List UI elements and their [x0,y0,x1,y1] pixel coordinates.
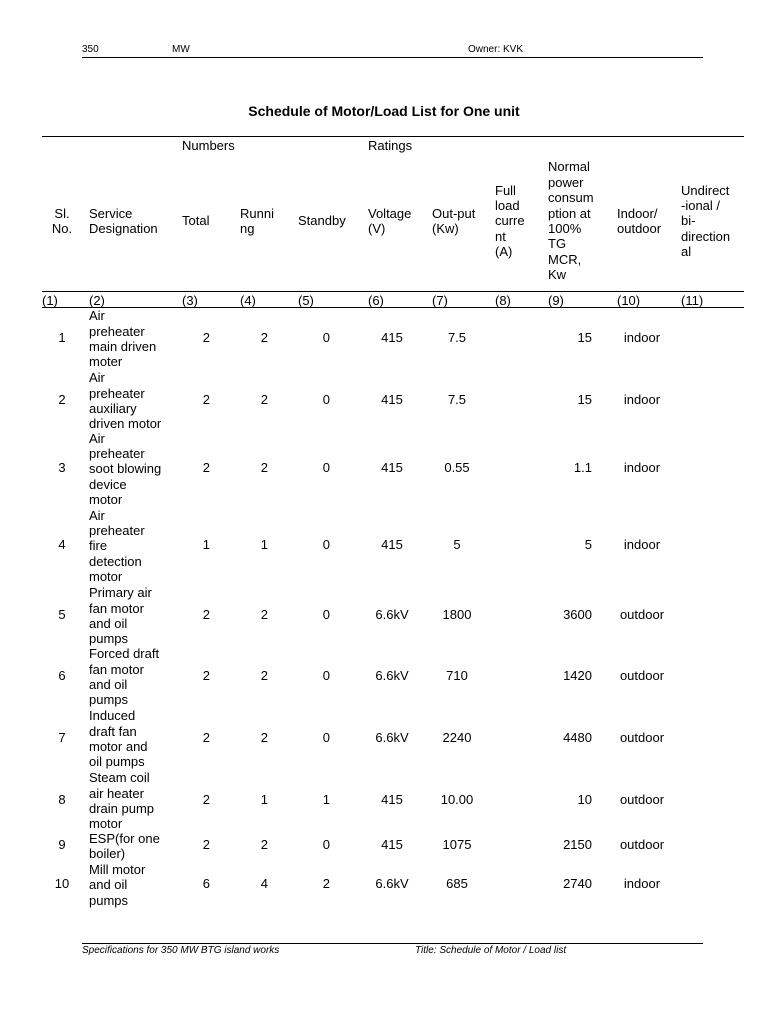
cell-standby: 0 [322,537,330,553]
cell-voltage: 6.6kV [375,876,409,892]
column-number: (7) [432,293,448,308]
cell-sl-no: 10 [54,876,70,892]
header-indoor-outdoor: Indoor/ outdoor [617,205,662,236]
cell-running: 1 [260,792,268,808]
cell-output: 10.00 [440,792,474,808]
cell-normal-power: 2740 [563,876,592,892]
cell-standby: 0 [322,668,330,684]
header-normal-power: Normal power consum ption at 100% TG MCR, Kw [548,159,594,283]
cell-service-designation: Mill motor and oil pumps [89,861,146,908]
cell-voltage: 415 [381,392,403,408]
header-standby: Standby [298,213,346,229]
cell-running: 2 [260,392,268,408]
column-number: (4) [240,293,256,308]
cell-indoor-outdoor: indoor [623,537,661,553]
cell-voltage: 6.6kV [375,607,409,623]
cell-total: 2 [202,730,210,746]
cell-standby: 0 [322,607,330,623]
cell-sl-no: 6 [58,668,66,684]
cell-output: 7.5 [447,330,467,346]
cell-output: 1800 [442,607,472,623]
cell-running: 2 [260,330,268,346]
cell-total: 2 [202,330,210,346]
cell-normal-power: 5 [584,537,592,553]
footer-title: Title: Schedule of Motor / Load list [415,945,567,956]
column-number: (8) [495,293,511,308]
column-number: (9) [548,293,564,308]
column-number: (10) [617,293,641,308]
cell-output: 7.5 [447,392,467,408]
header-rule [82,57,703,58]
cell-normal-power: 15 [577,330,592,346]
cell-normal-power: 1.1 [573,460,592,476]
cell-running: 2 [260,460,268,476]
cell-running: 2 [260,837,268,853]
cell-indoor-outdoor: indoor [623,876,661,892]
cell-service-designation: Induced draft fan motor and oil pumps [89,708,148,770]
cell-service-designation: Steam coil air heater drain pump motor [89,770,155,832]
header-running: Runni ng [240,205,274,236]
cell-total: 2 [202,460,210,476]
cell-standby: 0 [322,730,330,746]
header-owner: Owner: KVK [468,44,524,55]
cell-sl-no: 9 [58,837,66,853]
cell-total: 2 [202,607,210,623]
header-rule-top [42,291,744,292]
cell-sl-no: 1 [58,330,66,346]
cell-running: 2 [260,730,268,746]
cell-indoor-outdoor: outdoor [619,792,665,808]
cell-standby: 0 [322,330,330,346]
footer-spec: Specifications for 350 MW BTG island works [82,945,280,956]
cell-indoor-outdoor: outdoor [619,730,665,746]
cell-running: 2 [260,607,268,623]
cell-voltage: 415 [381,837,403,853]
cell-normal-power: 3600 [563,607,592,623]
cell-normal-power: 10 [577,792,592,808]
cell-indoor-outdoor: indoor [623,392,661,408]
column-number: (6) [368,293,384,308]
header-unit: MW [172,44,190,55]
header-service-designation: Service Designation [89,205,158,236]
cell-output: 710 [446,668,468,684]
cell-output: 2240 [442,730,472,746]
cell-normal-power: 1420 [563,668,592,684]
header-total: Total [182,213,210,229]
cell-output: 5 [453,537,461,553]
group-header-ratings: Ratings [368,138,413,153]
cell-service-designation: Primary air fan motor and oil pumps [89,585,152,647]
cell-service-designation: Air preheater main driven moter [89,308,157,370]
cell-normal-power: 4480 [563,730,592,746]
cell-service-designation: Air preheater soot blowing device motor [89,430,162,508]
cell-voltage: 415 [381,537,403,553]
cell-total: 2 [202,792,210,808]
cell-voltage: 6.6kV [375,730,409,746]
column-number: (3) [182,293,198,308]
cell-total: 1 [202,537,210,553]
cell-service-designation: Air preheater auxiliary driven motor [89,370,162,432]
cell-output: 685 [446,876,468,892]
page-title: Schedule of Motor/Load List for One unit [248,103,520,119]
cell-standby: 1 [322,792,330,808]
cell-indoor-outdoor: indoor [623,460,661,476]
header-voltage: Voltage (V) [368,205,412,236]
cell-service-designation: ESP(for one boiler) [89,830,160,861]
cell-running: 2 [260,668,268,684]
cell-sl-no: 4 [58,537,66,553]
cell-indoor-outdoor: outdoor [619,668,665,684]
cell-sl-no: 8 [58,792,66,808]
header-full-load-current: Full load curre nt (A) [495,182,525,260]
cell-voltage: 415 [381,460,403,476]
header-output: Out-put (Kw) [432,205,476,236]
cell-total: 6 [202,876,210,892]
cell-normal-power: 2150 [563,837,592,853]
cell-normal-power: 15 [577,392,592,408]
column-number: (1) [42,293,58,308]
cell-voltage: 6.6kV [375,668,409,684]
cell-sl-no: 3 [58,460,66,476]
cell-output: 1075 [442,837,472,853]
footer-rule [82,943,703,944]
cell-voltage: 415 [381,330,403,346]
cell-output: 0.55 [444,460,470,476]
cell-standby: 0 [322,460,330,476]
cell-standby: 0 [322,392,330,408]
cell-sl-no: 5 [58,607,66,623]
cell-sl-no: 7 [58,730,66,746]
table-top-rule [42,136,744,137]
cell-running: 1 [260,537,268,553]
header-sl-no: Sl. No. [51,205,73,236]
header-direction: Undirect -ional / bi- direction al [681,182,731,260]
cell-indoor-outdoor: outdoor [619,607,665,623]
cell-service-designation: Forced draft fan motor and oil pumps [89,646,160,708]
group-header-numbers: Numbers [182,138,235,153]
cell-voltage: 415 [381,792,403,808]
cell-total: 2 [202,837,210,853]
header-number: 350 [82,44,99,55]
column-number: (11) [681,293,704,308]
cell-service-designation: Air preheater fire detection motor [89,507,145,585]
cell-standby: 2 [322,876,330,892]
column-number: (5) [298,293,314,308]
column-number: (2) [89,293,105,308]
cell-total: 2 [202,392,210,408]
cell-total: 2 [202,668,210,684]
cell-running: 4 [260,876,268,892]
cell-indoor-outdoor: indoor [623,330,661,346]
cell-indoor-outdoor: outdoor [619,837,665,853]
cell-sl-no: 2 [58,392,66,408]
cell-standby: 0 [322,837,330,853]
